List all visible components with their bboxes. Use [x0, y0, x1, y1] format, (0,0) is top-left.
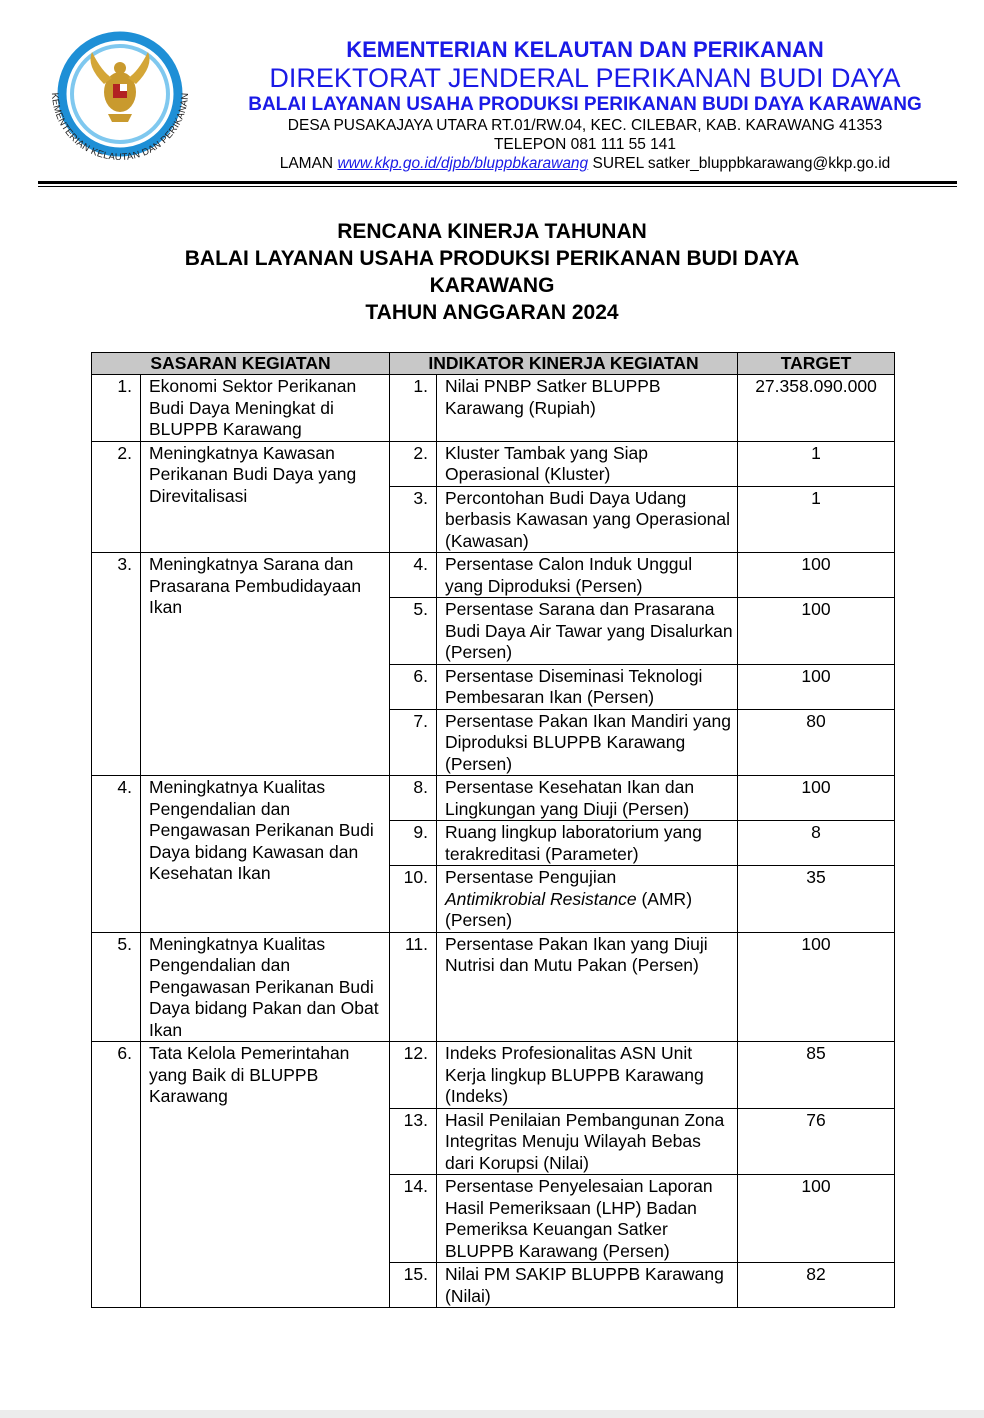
table-row — [92, 776, 895, 821]
target-value: 85 — [738, 1042, 895, 1109]
office-address: DESA PUSAKAJAYA UTARA RT.01/RW.04, KEC. CILEBAR, KAB. KARAWANG 41353 — [287, 117, 883, 134]
target-value: 8 — [738, 821, 895, 866]
title-line-3: KARAWANG — [429, 274, 555, 297]
letterhead-divider — [38, 181, 957, 184]
indikator-text-post: (AMR) (Persen) — [445, 888, 693, 930]
target-value: 35 — [738, 866, 895, 933]
indikator-number: 11. — [390, 932, 437, 1042]
indikator-text: Ruang lingkup laboratorium yang terakreditasi (Parameter) — [437, 821, 738, 866]
indikator-number: 7. — [390, 709, 437, 776]
indikator-number: 15. — [390, 1263, 437, 1308]
indikator-number: 2. — [390, 441, 437, 486]
indikator-text: Percontohan Budi Daya Udang berbasis Kawasan yang Operasional (Kawasan) — [437, 486, 738, 553]
sasaran-text: Tata Kelola Pemerintahan yang Baik di BLUPPB Karawang — [141, 1042, 390, 1308]
indikator-number: 1. — [390, 375, 437, 442]
indikator-text: Indeks Profesionalitas ASN Unit Kerja lingkup BLUPPB Karawang (Indeks) — [437, 1042, 738, 1109]
target-value: 100 — [738, 1175, 895, 1263]
indikator-text: Kluster Tambak yang Siap Operasional (Kluster) — [437, 441, 738, 486]
indikator-text: Persentase Pakan Ikan Mandiri yang Diproduksi BLUPPB Karawang (Persen) — [437, 709, 738, 776]
indikator-text — [437, 866, 738, 933]
ministry-name: KEMENTERIAN KELAUTAN DAN PERIKANAN — [346, 37, 824, 62]
indikator-text-pre: Persentase Pengujian — [445, 867, 617, 887]
indikator-text: Nilai PM SAKIP BLUPPB Karawang (Nilai) — [437, 1263, 738, 1308]
kkp-logo-icon — [34, 22, 206, 182]
indikator-text: Persentase Pakan Ikan yang Diuji Nutrisi dan Mutu Pakan (Persen) — [437, 932, 738, 1042]
sasaran-text: Meningkatnya Kualitas Pengendalian dan Pengawasan Perikanan Budi Daya bidang Kawasan dan Kesehatan Ikan — [141, 776, 390, 933]
email-address: satker_bluppbkarawang@kkp.go.id — [647, 155, 891, 172]
target-value: 80 — [738, 709, 895, 776]
office-phone: TELEPON 081 111 55 141 — [493, 136, 677, 153]
letterhead — [215, 36, 955, 173]
email-label: SUREL — [592, 155, 644, 172]
indikator-number: 12. — [390, 1042, 437, 1109]
target-value: 100 — [738, 664, 895, 709]
indikator-number: 5. — [390, 598, 437, 665]
indikator-text-italic: Antimikrobial Resistance — [445, 888, 637, 909]
table-row — [92, 375, 895, 442]
title-line-1: RENCANA KINERJA TAHUNAN — [337, 220, 647, 243]
target-value: 100 — [738, 553, 895, 598]
indikator-number: 8. — [390, 776, 437, 821]
indikator-text: Nilai PNBP Satker BLUPPB Karawang (Rupiah) — [437, 375, 738, 442]
sasaran-text: Meningkatnya Sarana dan Prasarana Pembudidayaan Ikan — [141, 553, 390, 776]
target-value: 82 — [738, 1263, 895, 1308]
target-value: 100 — [738, 598, 895, 665]
table-row — [92, 553, 895, 598]
indikator-text: Hasil Penilaian Pembangunan Zona Integritas Menuju Wilayah Bebas dari Korupsi (Nilai) — [437, 1108, 738, 1175]
header-indikator: INDIKATOR KINERJA KEGIATAN — [390, 353, 738, 375]
header-sasaran: SASARAN KEGIATAN — [92, 353, 390, 375]
target-value: 100 — [738, 932, 895, 1042]
indikator-number: 4. — [390, 553, 437, 598]
performance-table — [91, 352, 895, 1308]
table-header-row — [92, 353, 895, 375]
indikator-number: 10. — [390, 866, 437, 933]
letterhead-divider-thin — [38, 186, 957, 187]
title-line-2: BALAI LAYANAN USAHA PRODUKSI PERIKANAN BUDI DAYA — [184, 247, 800, 270]
office-name: BALAI LAYANAN USAHA PRODUKSI PERIKANAN BUDI DAYA KARAWANG — [248, 94, 922, 115]
indikator-text: Persentase Penyelesaian Laporan Hasil Pemeriksaan (LHP) Badan Pemeriksa Keuangan Satker BLUPPB Karawang (Persen) — [437, 1175, 738, 1263]
sasaran-text: Meningkatnya Kawasan Perikanan Budi Daya yang Direvitalisasi — [141, 441, 390, 553]
target-value: 76 — [738, 1108, 895, 1175]
indikator-text: Persentase Kesehatan Ikan dan Lingkungan yang Diuji (Persen) — [437, 776, 738, 821]
indikator-number: 13. — [390, 1108, 437, 1175]
indikator-number: 6. — [390, 664, 437, 709]
title-line-4: TAHUN ANGGARAN 2024 — [365, 301, 619, 324]
sasaran-number: 1. — [92, 375, 141, 442]
document-title — [92, 218, 892, 326]
sasaran-number: 2. — [92, 441, 141, 553]
indikator-number: 14. — [390, 1175, 437, 1263]
indikator-number: 9. — [390, 821, 437, 866]
svg-text:KEMENTERIAN KELAUTAN DAN PERIK: KEMENTERIAN KELAUTAN DAN PERIKANAN — [48, 92, 192, 164]
page-bottom-edge — [0, 1410, 984, 1418]
sasaran-text: Meningkatnya Kualitas Pengendalian dan Pengawasan Perikanan Budi Daya bidang Pakan dan Obat Ikan — [141, 932, 390, 1042]
target-value: 100 — [738, 776, 895, 821]
indikator-text: Persentase Calon Induk Unggul yang Diproduksi (Persen) — [437, 553, 738, 598]
table-row — [92, 441, 895, 486]
sasaran-number: 5. — [92, 932, 141, 1042]
sasaran-text: Ekonomi Sektor Perikanan Budi Daya Meningkat di BLUPPB Karawang — [141, 375, 390, 442]
directorate-name: DIREKTORAT JENDERAL PERIKANAN BUDI DAYA — [269, 63, 901, 93]
header-target: TARGET — [738, 353, 895, 375]
table-row — [92, 1042, 895, 1109]
web-label: LAMAN — [279, 155, 334, 172]
sasaran-number: 3. — [92, 553, 141, 776]
table-row — [92, 932, 895, 1042]
sasaran-number: 4. — [92, 776, 141, 933]
sasaran-number: 6. — [92, 1042, 141, 1308]
website-link[interactable]: www.kkp.go.id/djpb/bluppbkarawang — [337, 155, 589, 172]
target-value: 27.358.090.000 — [738, 375, 895, 442]
indikator-number: 3. — [390, 486, 437, 553]
office-contacts — [215, 154, 955, 173]
indikator-text: Persentase Sarana dan Prasarana Budi Daya Air Tawar yang Disalurkan (Persen) — [437, 598, 738, 665]
indikator-text: Persentase Diseminasi Teknologi Pembesaran Ikan (Persen) — [437, 664, 738, 709]
target-value: 1 — [738, 441, 895, 486]
target-value: 1 — [738, 486, 895, 553]
